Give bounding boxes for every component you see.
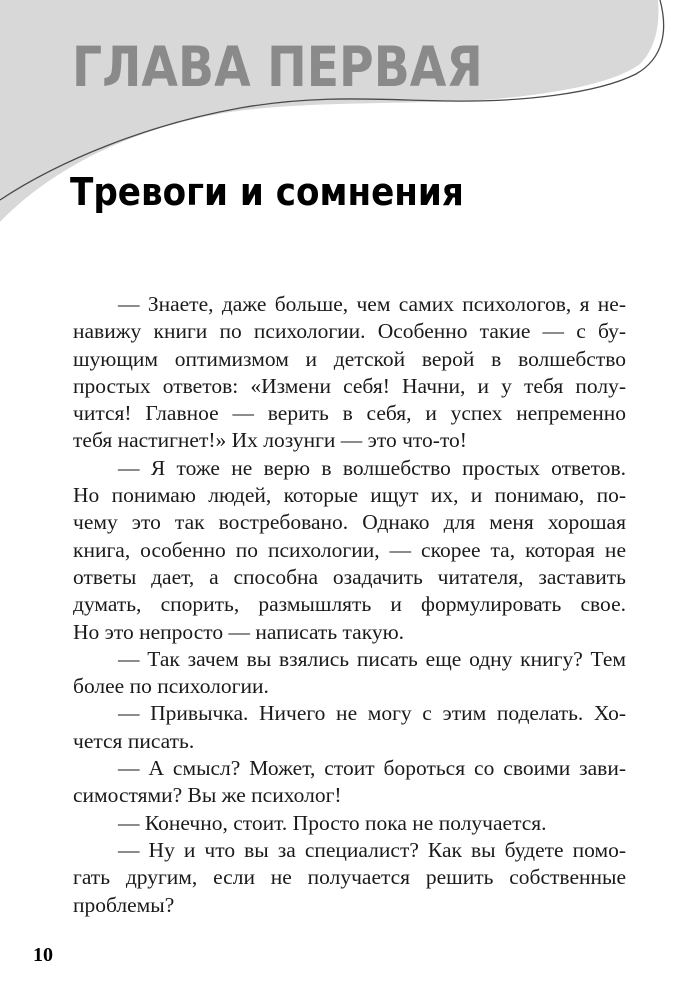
text-line: шующим оптимизмом и детской верой в волшебство (73, 346, 626, 371)
text-line: — Так зачем вы взялись писать еще одну книгу? Тем (118, 646, 626, 671)
text-line: чется писать. (73, 728, 195, 753)
text-line: чему это так востребовано. Однако для меня хорошая (73, 510, 626, 535)
text-line: более по психологии. (73, 674, 269, 699)
text-line: книга, особенно по психологии, — скорее та, которая не (73, 537, 626, 562)
text-line: думать, спорить, размышлять и формулировать свое. (73, 592, 626, 617)
text-line: гать другим, если не получается решить собственные (73, 865, 626, 890)
text-line: Но это непросто — написать такую. (73, 619, 405, 644)
text-line: — Ну и что вы за специалист? Как вы будете помо- (118, 837, 626, 862)
text-line: ответы дает, а способна озадачить читателя, заставить (73, 564, 626, 589)
chapter-label: ГЛАВА ПЕРВАЯ (72, 35, 483, 99)
page-number: 10 (33, 944, 53, 966)
text-line: проблемы? (73, 892, 175, 917)
text-line: — А смысл? Может, стоит бороться со своими зави- (118, 756, 626, 781)
text-line: чится! Главное — верить в себя, и успех непременно (73, 401, 626, 426)
body-text (73, 291, 626, 919)
text-line: — Конечно, стоит. Просто пока не получается. (118, 810, 547, 835)
text-line: — Привычка. Ничего не могу с этим поделать. Хо- (118, 701, 626, 726)
text-line: — Я тоже не верю в волшебство простых ответов. (118, 455, 626, 480)
text-line: Но понимаю людей, которые ищут их, и понимаю, по- (73, 483, 626, 508)
text-line: симостями? Вы же психолог! (73, 783, 342, 808)
text-line: — Знаете, даже больше, чем самих психологов, я не- (118, 292, 626, 316)
text-line: простых ответов: «Измени себя! Начни, и у тебя полу- (73, 373, 626, 398)
text-line: тебя настигнет!» Их лозунги — это что-то! (73, 428, 467, 453)
text-line: навижу книги по психологии. Особенно такие — с бу- (73, 319, 626, 344)
chapter-title: Тревоги и сомнения (70, 170, 464, 214)
